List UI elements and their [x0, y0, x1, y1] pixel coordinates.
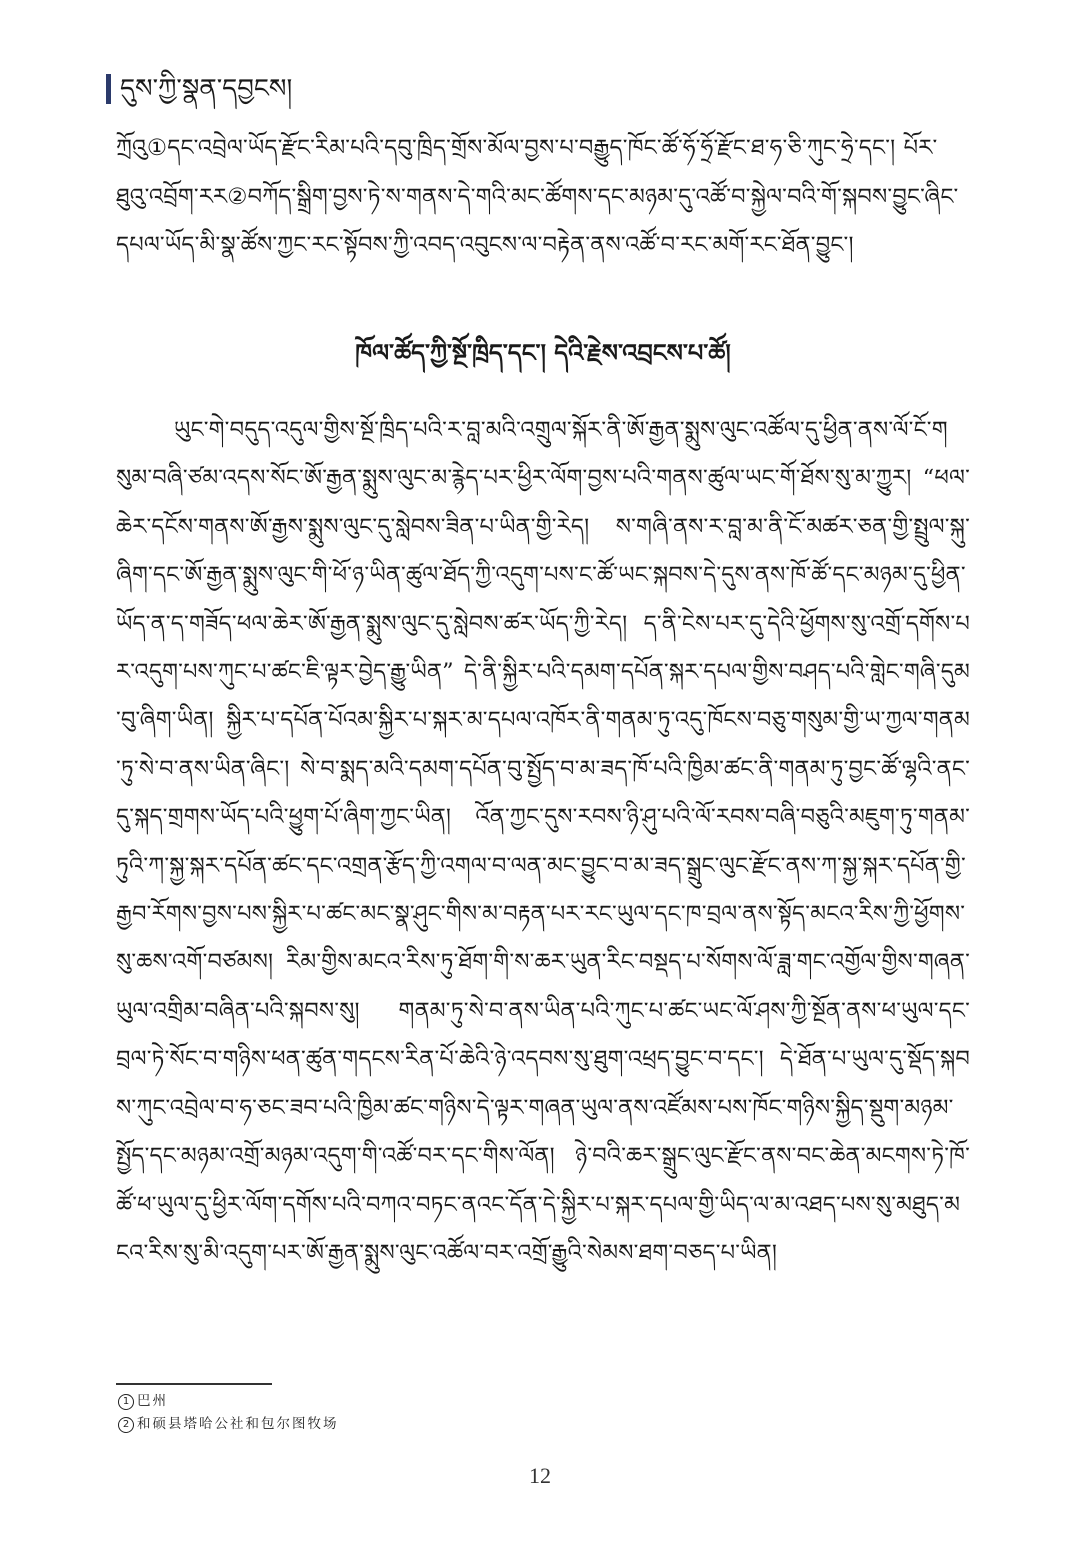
- section-title: དུས་ཀྱི་སྣན་དབྱངས།: [120, 74, 293, 104]
- footnote-item: [118, 1390, 339, 1413]
- footnote-text: 和硕县塔哈公社和包尔图牧场: [137, 1416, 339, 1432]
- main-heading: ཁོལ་ཚོད་ཀྱི་སྔོ་ཁྲིད་དང་། དེའི་རྗེས་འབྲངས་པ་ཚོ།: [355, 338, 731, 367]
- footnotes: [118, 1390, 339, 1436]
- footnote-marker: 1: [118, 1394, 134, 1410]
- footnote-text: 巴州: [137, 1393, 168, 1409]
- page-number: 12: [529, 1463, 551, 1488]
- section-accent-bar: [106, 74, 111, 104]
- footnote-marker: 2: [118, 1417, 134, 1433]
- intro-paragraph: ཀྲོའུ①དང་འབྲེལ་ཡོད་རྫོང་རིམ་པའི་དབུ་ཁྲིད་གྲོས་མོལ་བྱས་པ་བརྒྱུད་ཁོང་ཚོ་ཧོ་ཧྲོ་རྫོང་ཐ་ཧ་ཅི་ཀུང་ཧྲེ་དང་། པོར་ཐུའུ་འབྲོག་རར②བཀོད་སྒྲིག་བྱས་ཏེ་ས་གནས་དེ་གའི་མང་ཚོགས་དང་མཉམ་དུ་འཚོ་བ་སྐྱེལ་བའི་གོ་སྐབས་བྱུང་ཞིང་དཔལ་ཡོད་མི་སྣ་ཚོས་ཀྱང་རང་སྟོབས་ཀྱི་འབད་འབུངས་ལ་བརྟེན་ནས་འཚོ་བ་རང་མགོ་རང་ཐོན་བྱུང་།: [116, 135, 959, 258]
- footnote-divider: [116, 1383, 272, 1385]
- footnote-item: [118, 1413, 339, 1436]
- main-paragraph: ཡུང་གེ་བདུད་འདུལ་གྱིས་སྔོ་ཁྲིད་པའི་ར་བླ་མའི་འགྲུལ་སྐོར་ནི་ཨོ་རྒྱན་སྨུས་ལུང་འཚོལ་དུ་ཕྱིན་ནས་ལོ་ངོ་གསུམ་བཞི་ཙམ་འདས་སོང་ཨོ་རྒྱན་སྨུས་ལུང་མ་རྙེད་པར་ཕྱིར་ལོག་བྱས་པའི་གནས་ཚུལ་ཡང་གོ་ཐོས་སུ་མ་ཀྱུར། “ཕལ་ཆེར་དངོས་གནས་ཨོ་རྒྱས་སྨུས་ལུང་དུ་སླེབས་ཟིན་པ་ཡིན་གྱི་རེད། ས་གཞི་ནས་ར་བླ་མ་ནི་ངོ་མཚར་ཅན་གྱི་སྤྲུལ་སྐུ་ཞིག་དང་ཨོ་རྒྱན་སྨུས་ལུང་གི་ཕོ་ཉ་ཡིན་ཚུལ་ཐོད་ཀྱི་འདུག་པས་ང་ཚོ་ཡང་སྐབས་དེ་དུས་ནས་ཁོ་ཚོ་དང་མཉམ་དུ་ཕྱིན་ཡོད་ན་ད་གཟོད་ཕལ་ཆེར་ཨོ་རྒྱན་སྨུས་ལུང་དུ་སླེབས་ཚར་ཡོད་ཀྱི་རེད། ད་ནི་ངེས་པར་དུ་དེའི་ཕྱོགས་སུ་འགྲོ་དགོས་པར་འདུག་པས་ཀུང་པ་ཚང་ཇི་ལྟར་བྱེད་རྒྱུ་ཡིན” དེ་ནི་སྐྱིར་པའི་དམག་དཔོན་སྐར་དཔལ་གྱིས་བཤད་པའི་གླེང་གཞི་དུམ་བུ་ཞིག་ཡིན། སྐྱིར་པ་དཔོན་པོའམ་སྐྱིར་པ་སྐར་མ་དཔལ་འཁོར་ནི་གནམ་ཏུ་འདུ་ཁོངས་བཅུ་གསུམ་གྱི་ཡ་ཀྱལ་གནམ་ཏུ་སེ་བ་ནས་ཡིན་ཞིང་། སེ་བ་སྨད་མའི་དམག་དཔོན་བུ་སྤྱོད་བ་མ་ཟད་ཁོ་པའི་ཁྱིམ་ཚང་ནི་གནམ་ཏུ་བྱང་ཚོ་ལྷའི་ནང་དུ་སྐད་གྲགས་ཡོད་པའི་ཕྱུག་པོ་ཞིག་ཀྱང་ཡིན། འོན་ཀྱང་དུས་རབས་ཉི་ཤུ་པའི་ལོ་རབས་བཞི་བཅུའི་མཇུག་ཏུ་གནམ་ཏུའི་ཀ་སྐྱ་སྐར་དཔོན་ཚང་དང་འགྲན་རྩོད་ཀྱི་འགལ་བ་ལན་མང་བྱུང་བ་མ་ཟད་སྒྲུང་ལུང་རྫོང་ནས་ཀ་སྐྱ་སྐར་དཔོན་གྱི་རྒྱབ་རོགས་བྱས་པས་སྐྱིར་པ་ཚང་མང་སྣ་ཤུང་གིས་མ་བརྟན་པར་རང་ཡུལ་དང་ཁ་བྲལ་ནས་སྟོད་མངའ་རིས་ཀྱི་ཕྱོགས་སུ་ཆས་འགོ་བཙམས། རིམ་གྱིས་མངའ་རིས་ཏུ་ཐོག་གི་ས་ཆར་ཡུན་རིང་བསྡད་པ་སོགས་ལོ་ཟླ་གང་འགྱོལ་གྱིས་གཞན་ཡུལ་འགྲིམ་བཞིན་པའི་སྐབས་སུ། གནམ་ཏུ་སེ་བ་ནས་ཡིན་པའི་ཀུང་པ་ཚང་ཡང་ལོ་ཤས་ཀྱི་སྔོན་ནས་ཕ་ཡུལ་དང་བྲལ་ཏེ་སོང་བ་གཉིས་ཕན་ཚུན་གདངས་རིན་པོ་ཆེའི་ཉེ་འདབས་སུ་ཐུག་འཕྲད་བྱུང་བ་དང་། དེ་ཐོན་པ་ཡུལ་དུ་སྡོད་སྐབས་ཀུང་འབྲེལ་བ་ཧ་ཅང་ཟབ་པའི་ཁྱིམ་ཚང་གཉིས་དེ་ལྟར་གཞན་ཡུལ་ནས་འཛོམས་པས་ཁོང་གཉིས་སྐྱིད་སྡུག་མཉམ་སྤྱོད་དང་མཉམ་འགྲོ་མཉམ་འདུག་གི་འཚོ་བར་དང་གིས་ལོན། ཉེ་བའི་ཆར་སྒྲུང་ལུང་རྫོང་ནས་བང་ཆེན་མངགས་ཏེ་ཁོ་ཚོ་ཕ་ཡུལ་དུ་ཕྱིར་ལོག་དགོས་པའི་བཀའ་བཏང་ནའང་དོན་དེ་སྐྱིར་པ་སྐར་དཔལ་གྱི་ཡིད་ལ་མ་འཐད་པས་སུ་མཐུད་མངའ་རིས་སུ་མི་འདུག་པར་ཨོ་རྒྱན་སྨུས་ལུང་འཚོལ་བར་འགྲོ་རྒྱུའི་སེམས་ཐག་བཅད་པ་ཡིན།: [116, 417, 970, 1266]
- section-header: [106, 72, 292, 106]
